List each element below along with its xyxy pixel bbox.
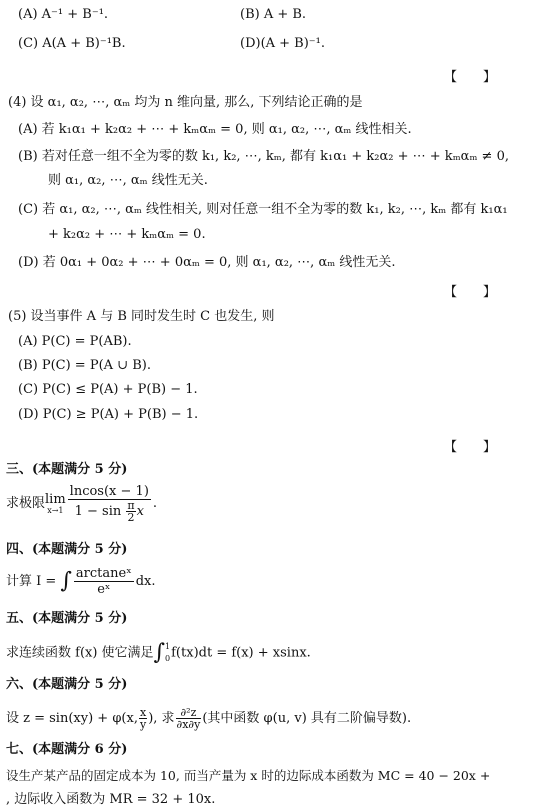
den-prefix: 1 − sin [74, 504, 122, 519]
y-denominator: y [139, 718, 147, 731]
lim-subscript: x→1 [47, 505, 64, 515]
section4-problem [6, 566, 156, 597]
q3-option-b: (B) A + B. [240, 7, 307, 22]
section5-problem [6, 641, 311, 665]
q4-option-c-line2: + k₂α₂ + ⋯ + kₘαₘ = 0. [48, 227, 206, 242]
section7-line2: , 边际收入函数为 MR = 32 + 10x. [6, 792, 216, 807]
lower-limit: 0 [165, 654, 171, 663]
q3-answer-bracket: 【 】 [444, 70, 497, 85]
section6-suffix: (其中函数 φ(u, v) 具有二阶偏导数). [202, 711, 412, 726]
den-variable: x [136, 504, 144, 519]
section5-prefix: 求连续函数 f(x) 使它满足 [6, 645, 154, 661]
partial-derivative [176, 707, 202, 730]
limit-fraction [68, 484, 151, 523]
q5-option-a: (A) P(C) = P(AB). [18, 334, 132, 349]
q3-option-a: (A) A⁻¹ + B⁻¹. [18, 7, 109, 22]
integral-sign: ∫ [60, 568, 72, 594]
partial-numerator: ∂²z [176, 707, 202, 719]
q5-answer-bracket: 【 】 [444, 440, 497, 455]
q3-option-c: (C) A(A + B)⁻¹B. [18, 36, 126, 51]
q4-option-b-line2: 则 α₁, α₂, ⋯, αₘ 线性无关. [48, 173, 208, 188]
q4-option-c-line1: (C) 若 α₁, α₂, ⋯, αₘ 线性相关, 则对任意一组不全为零的数 k₁, k₂, ⋯, kₘ 都有 k₁α₁ [18, 202, 508, 217]
q5-option-c: (C) P(C) ≤ P(A) + P(B) − 1. [18, 382, 198, 397]
section4-prefix: 计算 I = [6, 574, 57, 589]
q5-option-d: (D) P(C) ≥ P(A) + P(B) − 1. [18, 407, 199, 422]
limit-numerator: lncos(x − 1) [69, 484, 149, 499]
section6-heading: 六、(本题满分 5 分) [6, 677, 128, 692]
section6-problem [6, 707, 411, 730]
integral-limits [165, 641, 170, 665]
section6-prefix: 设 z = sin(xy) + φ(x, [6, 711, 138, 726]
section7-heading: 七、(本题满分 6 分) [6, 742, 128, 757]
section5-suffix: f(tx)dt = f(x) + xsinx. [171, 645, 311, 661]
section7-line1: 设生产某产品的固定成本为 10, 而当产量为 x 时的边际成本函数为 MC = 40 − 20x + [6, 768, 491, 783]
section4-suffix: dx. [135, 574, 156, 589]
pi-over-two [126, 500, 135, 523]
lim-text: lim [45, 491, 66, 507]
two-digit: 2 [127, 511, 135, 524]
section4-heading: 四、(本题满分 5 分) [6, 542, 128, 557]
x-numerator: x [139, 706, 147, 719]
section3-problem [6, 484, 157, 523]
q4-option-b-line1: (B) 若对任意一组不全为零的数 k₁, k₂, ⋯, kₘ, 都有 k₁α₁ + k₂α₂ + ⋯ + kₘαₘ ≠ 0, [18, 149, 509, 164]
limit-denominator [68, 500, 151, 523]
q4-option-d: (D) 若 0α₁ + 0α₂ + ⋯ + 0αₘ = 0, 则 α₁, α₂, ⋯, αₘ 线性无关. [18, 255, 396, 270]
upper-limit: 1 [165, 642, 171, 651]
integrand-numerator: arctaneˣ [75, 566, 132, 581]
x-over-y [139, 707, 147, 730]
section3-period: . [152, 496, 158, 511]
q5-stem: (5) 设当事件 A 与 B 同时发生时 C 也发生, 则 [8, 309, 275, 324]
q4-answer-bracket: 【 】 [444, 285, 497, 300]
limit-operator [45, 493, 66, 515]
q5-option-b: (B) P(C) = P(A ∪ B). [18, 358, 151, 373]
definite-integral-sign: ∫ [153, 640, 166, 665]
q4-option-a: (A) 若 k₁α₁ + k₂α₂ + ⋯ + kₘαₘ = 0, 则 α₁, α₂, ⋯, αₘ 线性相关. [18, 122, 412, 137]
section3-heading: 三、(本题满分 5 分) [6, 462, 128, 477]
partial-denominator: ∂x∂y [176, 718, 201, 731]
section6-mid: ), 求 [148, 711, 175, 726]
pi-symbol: π [127, 499, 135, 512]
q4-stem: (4) 设 α₁, α₂, ⋯, αₘ 均为 n 维向量, 那么, 下列结论正确的是 [8, 95, 363, 110]
integrand-fraction [74, 566, 134, 597]
section5-heading: 五、(本题满分 5 分) [6, 611, 128, 626]
q3-option-d: (D)(A + B)⁻¹. [240, 36, 326, 51]
section3-prefix: 求极限 [6, 496, 46, 511]
integrand-denominator: eˣ [97, 582, 111, 597]
